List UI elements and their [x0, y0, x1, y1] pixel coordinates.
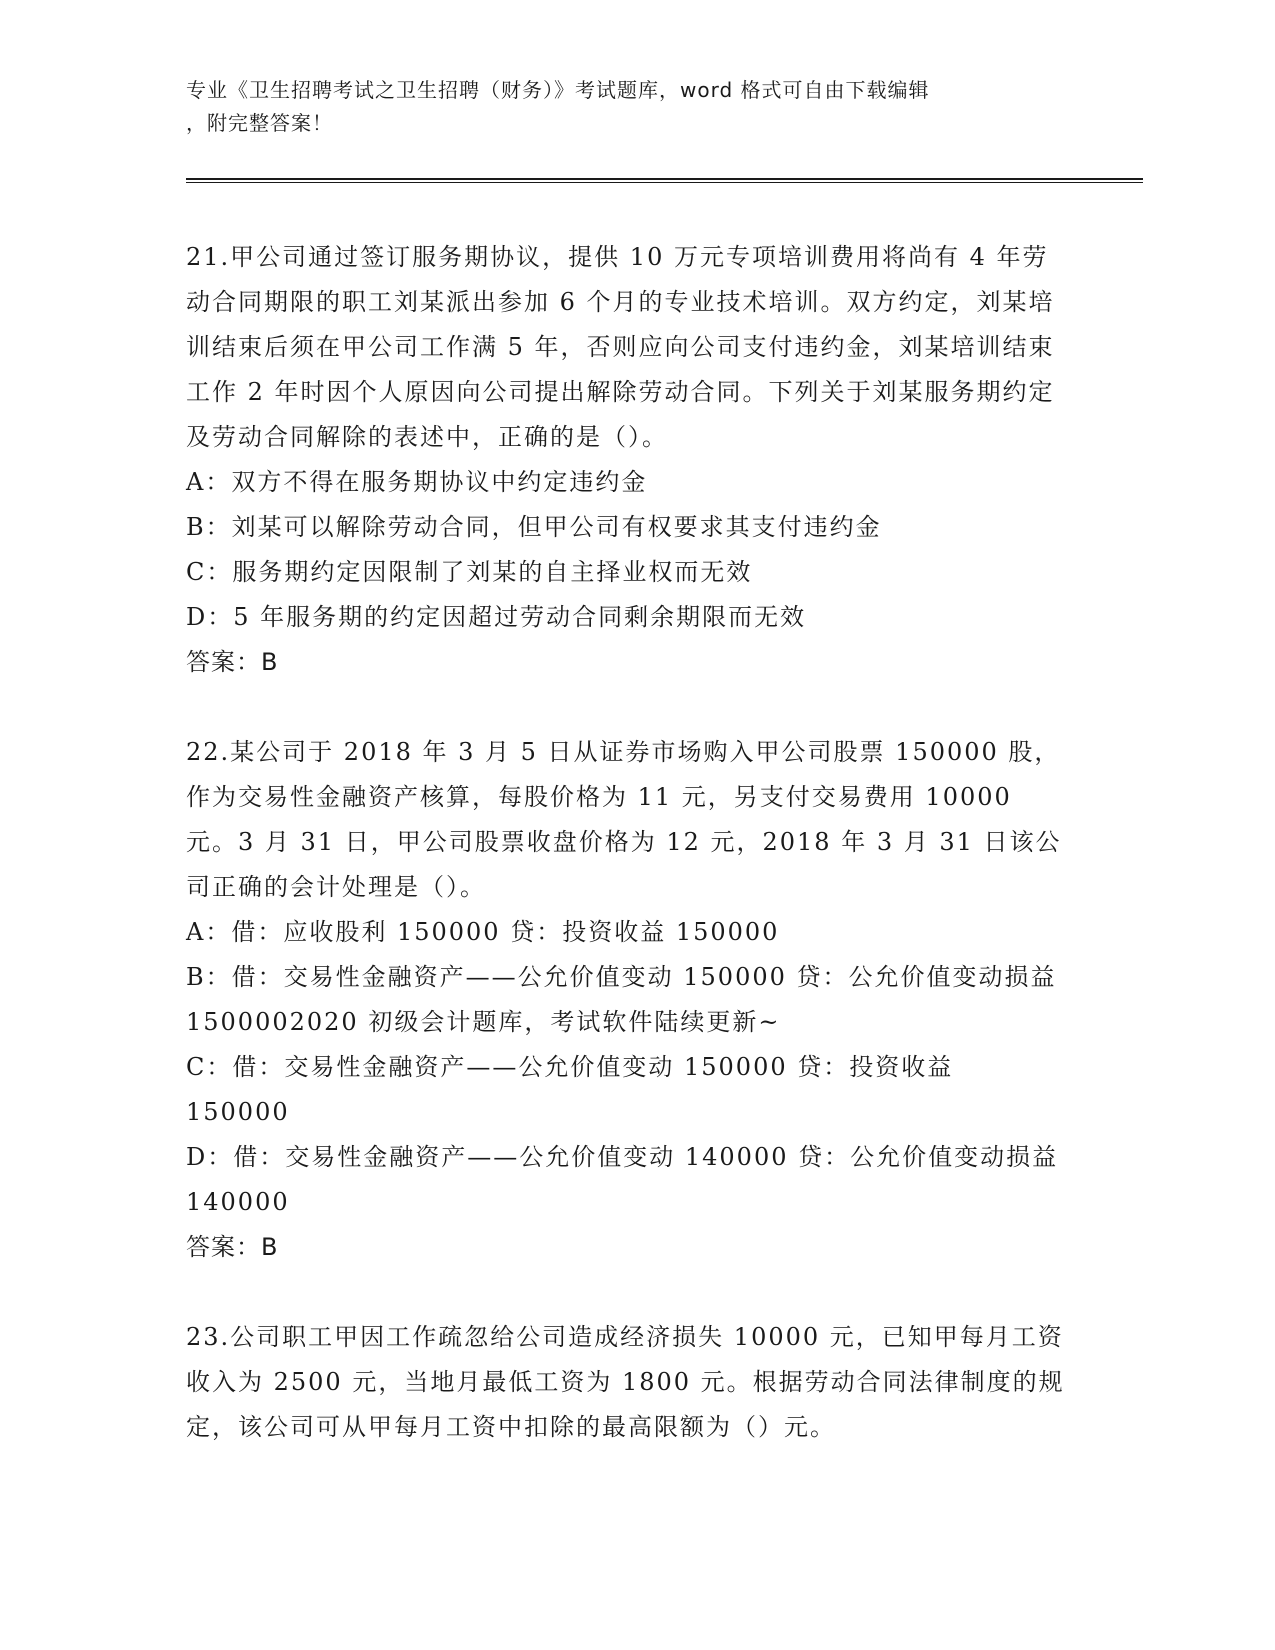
option-c: C：借：交易性金融资产——公允价值变动 150000 贷：投资收益 150000: [186, 1053, 954, 1126]
option-b: B：借：交易性金融资产——公允价值变动 150000 贷：公允价值变动损益 1500002020 初级会计题库，考试软件陆续更新~: [186, 963, 1057, 1036]
header-divider: [186, 178, 1143, 183]
answer-label: 答案：B: [186, 648, 279, 676]
option-a: A：借：应收股利 150000 贷：投资收益 150000: [186, 918, 780, 946]
question-stem: 22.某公司于 2018 年 3 月 5 日从证券市场购入甲公司股票 150000 股，作为交易性金融资产核算，每股价格为 11 元，另支付交易费用 10000 元。3 月 31 日，甲公司股票收盘价格为 12 元，2018 年 3 月 31 日该公司正确的会计处理是（）。: [186, 738, 1062, 901]
question-stem: 21.甲公司通过签订服务期协议，提供 10 万元专项培训费用将尚有 4 年劳动合同期限的职工刘某派出参加 6 个月的专业技术培训。双方约定，刘某培训结束后须在甲公司工作满 5 年，否则应向公司支付违约金，刘某培训结束工作 2 年时因个人原因向公司提出解除劳动合同。下列关于刘某服务期约定及劳动合同解除的表述中，正确的是（）。: [186, 243, 1055, 451]
header-line-1: 专业《卫生招聘考试之卫生招聘（财务）》考试题库，word 格式可自由下载编辑: [186, 78, 930, 102]
option-d: D：5 年服务期的约定因超过劳动合同剩余期限而无效: [186, 603, 807, 631]
document-header: [186, 74, 1066, 140]
questions-list: [186, 235, 1066, 1450]
question-22: [186, 730, 1066, 1270]
option-d: D：借：交易性金融资产——公允价值变动 140000 贷：公允价值变动损益 140000: [186, 1143, 1059, 1216]
question-21: [186, 235, 1066, 685]
question-23: [186, 1315, 1066, 1450]
option-c: C：服务期约定因限制了刘某的自主择业权而无效: [186, 558, 753, 586]
option-b: B：刘某可以解除劳动合同，但甲公司有权要求其支付违约金: [186, 513, 882, 541]
header-line-2: ，附完整答案！: [186, 111, 333, 135]
answer-label: 答案：B: [186, 1233, 279, 1261]
question-stem: 23.公司职工甲因工作疏忽给公司造成经济损失 10000 元，已知甲每月工资收入为 2500 元，当地月最低工资为 1800 元。根据劳动合同法律制度的规定，该公司可从甲每月工资中扣除的最高限额为（）元。: [186, 1323, 1065, 1441]
option-a: A：双方不得在服务期协议中约定违约金: [186, 468, 648, 496]
